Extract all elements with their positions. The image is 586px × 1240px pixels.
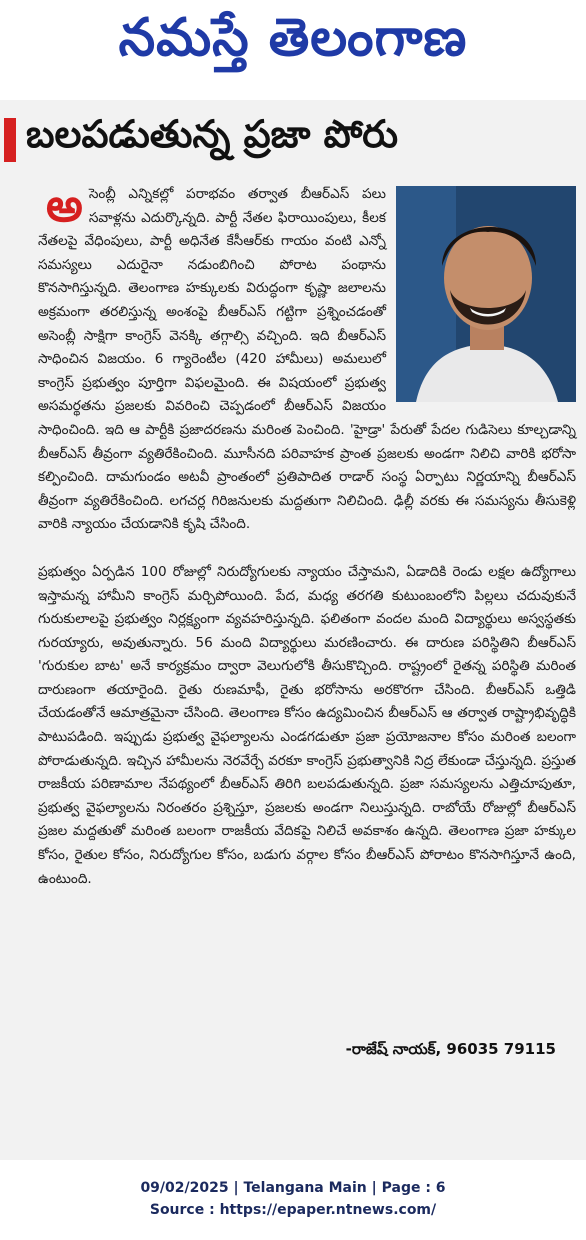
drop-cap: అ <box>46 178 83 232</box>
edition-info: 09/02/2025 | Telangana Main | Page : 6 <box>140 1180 446 1196</box>
article-paragraph <box>38 178 576 537</box>
author-signature: -రాజేష్ నాయక్, 96035 79115 <box>345 1040 556 1058</box>
paragraph-text: సెంబ్లీ ఎన్నికల్లో పరాభవం తర్వాత బీఆర్ఎస్ పలు సవాళ్లను ఎదుర్కొన్నది. పార్టీ నేతల ఫిరాయింపులు, కీలక నేతలపై వేధింపులు, పార్టీ అధినేత కేసీఆర్‌కు గాయం వంటి ఎన్నో సమస్యలు ఎదురైనా నడుంబిగించి పోరాట పంథాను కొనసాగిస్తున్నది. తెలంగాణ హక్కులకు విరుద్ధంగా కృష్ణా జలాలను అక్రమంగా తరలిస్తున్న అంశంపై బీఆర్ఎస్ గట్టిగా ప్రశ్నించడంతో అసెంబ్లీ సాక్షిగా కాంగ్రెస్ వెనక్కి తగ్గాల్సి వచ్చింది. ఇది బీఆర్ఎస్ సాధించిన విజయం. 6 గ్యారెంటీల (420 హామీలు) అమలులో కాంగ్రెస్ ప్రభుత్వం పూర్తిగా విఫలమైంది. ఈ విషయంలో ప్రభుత్వ అసమర్థతను ప్రజలకు వివరించి చెప్పడంలో బీఆర్ఎస్ విజయం సాధించింది. ఇది ఆ పార్టీకి ప్రజాదరణను మరింత పెంచింది. 'హైడ్రా' పేరుతో పేదల గుడిసెలు కూల్చడాన్ని బీఆర్ఎస్ తీవ్రంగా వ్యతిరేకించింది. మూసీనది పరివాహక ప్రాంత ప్రజలకు అండగా నిలిచి వారికి భరోసా కల్పించింది. దామగుండం అటవీ ప్రాంతంలో ప్రతిపాదిత రాడార్ సంస్థ ఏర్పాటు నిర్ణయాన్ని బీఆర్ఎస్ తీవ్రంగా వ్యతిరేకించింది. లగచర్ల గిరిజనులకు మద్దతుగా నిలిచింది. ఢిల్లీ వరకు ఈ సమస్యను తీసుకెళ్లి వారికి న్యాయం చేయడానికి కృషి చేసింది. <box>38 186 576 533</box>
article-paragraph <box>38 561 576 891</box>
headline-accent-bar <box>4 118 16 162</box>
article-headline: బలపడుతున్న ప్రజా పోరు <box>26 112 398 156</box>
newspaper-title: నమస్తే తెలంగాణ <box>118 8 468 68</box>
masthead <box>0 0 586 100</box>
paragraph-text: ప్రభుత్వం ఏర్పడిన 100 రోజుల్లో నిరుద్యోగులకు న్యాయం చేస్తామని, ఏడాదికి రెండు లక్షల ఉద్యోగాలు ఇస్తామన్న హామీని కాంగ్రెస్ మర్చిపోయింది. పేద, మధ్య తరగతి కుటుంబంలోని పిల్లలు చదువుకునే గురుకులాలపై ప్రభుత్వం నిర్లక్ష్యంగా వ్యవహరిస్తున్నది. ఫలితంగా వందల మంది విద్యార్థులు అస్వస్థతకు గురయ్యారు, అవుతున్నారు. 56 మంది విద్యార్థులు మరణించారు. ఈ దారుణ పరిస్థితిని బీఆర్ఎస్ 'గురుకుల బాట' అనే కార్యక్రమం ద్వారా వెలుగులోకి తీసుకొచ్చింది. రాష్ట్రంలో రైతన్న పరిస్థితి మరింత దారుణంగా తయారైంది. రైతు రుణమాఫీ, రైతు భరోసాను అరకొరగా చేసింది. బీఆర్ఎస్ ఒత్తిడి చేయడంతోనే ఆమాత్రమైనా చేసింది. తెలంగాణ కోసం ఉద్యమించిన బీఆర్ఎస్ ఆ తర్వాత రాష్ట్రాభివృద్ధికి పాటుపడింది. ఇప్పుడు ప్రభుత్వ వైఫల్యాలను ఎండగడుతూ ప్రజా ప్రయోజనాల కోసం మరింత బలంగా పోరాడుతున్నది. ఇచ్చిన హామీలను నెరవేర్చే వరకూ కాంగ్రెస్ ప్రభుత్వానికి నిద్ర లేకుండా చేస్తున్నది. ప్రస్తుత రాజకీయ పరిణామాల నేపథ్యంలో బీఆర్ఎస్ తిరిగి బలపడుతున్నది. ప్రజా సమస్యలను ఎత్తిచూపుతూ, ప్రభుత్వ వైఫల్యాలను నిరంతరం ప్రశ్నిస్తూ, ప్రజలకు అండగా నిలుస్తున్నది. రాబోయే రోజుల్లో బీఆర్ఎస్ ప్రజల మద్దతుతో మరింత బలంగా రాజకీయ వేదికపై నిలిచే అవకాశం ఉన్నది. తెలంగాణ ప్రజా హక్కుల కోసం, రైతుల కోసం, నిరుద్యోగుల కోసం, బడుగు వర్గాల కోసం బీఆర్ఎస్ పోరాటం కొనసాగిస్తూనే ఉంది, ఉంటుంది. <box>38 563 576 887</box>
source-link[interactable]: Source : https://epaper.ntnews.com/ <box>149 1202 437 1218</box>
article-body <box>38 178 576 891</box>
